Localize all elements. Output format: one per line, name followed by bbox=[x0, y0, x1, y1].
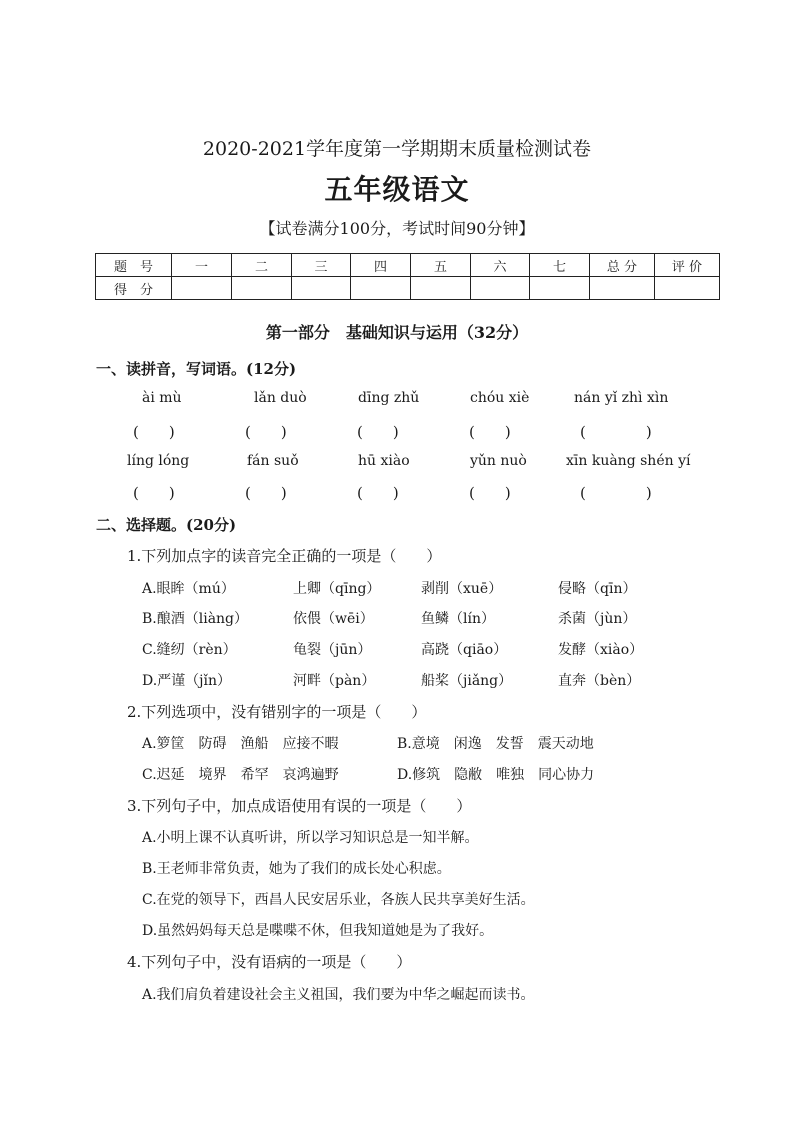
answer-bracket[interactable]: ( ) bbox=[580, 423, 652, 441]
answer-bracket[interactable]: ( ) bbox=[357, 484, 399, 502]
part-title: 第一部分 基础知识与运用（32分） bbox=[265, 323, 529, 342]
score-table-score-row bbox=[96, 277, 720, 300]
question-stem: 1.下列加点字的读音完全正确的一项是（ ） bbox=[127, 547, 442, 565]
pinyin-prompt: ài mù bbox=[142, 390, 182, 406]
answer-bracket[interactable]: ( ) bbox=[357, 423, 399, 441]
pinyin-prompt: fán suǒ bbox=[247, 453, 299, 469]
pinyin-prompt: lǎn duò bbox=[254, 390, 307, 406]
score-blank-cell[interactable] bbox=[411, 277, 471, 300]
choice-option: A.我们肩负着建设社会主义祖国，我们要为中华之崛起而读书。 bbox=[142, 987, 535, 1003]
score-cell: 四 bbox=[351, 254, 411, 277]
choice-option: C.迟延 境界 希罕 哀鸿遍野 bbox=[142, 767, 339, 783]
choice-option: 依偎（wēi） bbox=[293, 611, 374, 627]
score-blank-cell[interactable] bbox=[530, 277, 590, 300]
answer-bracket[interactable]: ( ) bbox=[580, 484, 652, 502]
choice-option: D.虽然妈妈每天总是喋喋不休，但我知道她是为了我好。 bbox=[142, 923, 494, 939]
section-title: 一、读拼音，写词语。(12分) bbox=[96, 360, 297, 378]
pinyin-prompt: líng lóng bbox=[127, 453, 190, 469]
choice-option: B.王老师非常负责，她为了我们的成长处心积虑。 bbox=[142, 861, 451, 877]
choice-option: 龟裂（jūn） bbox=[293, 642, 372, 658]
choice-option: 船桨（jiǎng） bbox=[421, 673, 513, 689]
question-stem: 3.下列句子中，加点成语使用有误的一项是（ ） bbox=[127, 797, 472, 815]
score-blank-cell[interactable] bbox=[351, 277, 411, 300]
score-cell: 五 bbox=[411, 254, 471, 277]
score-cell: 七 bbox=[530, 254, 590, 277]
choice-option: A.小明上课不认真听讲，所以学习知识总是一知半解。 bbox=[142, 830, 479, 846]
choice-option: 上卿（qīng） bbox=[293, 581, 381, 597]
score-table bbox=[95, 253, 720, 300]
question-stem: 2.下列选项中，没有错别字的一项是（ ） bbox=[127, 703, 427, 721]
answer-bracket[interactable]: ( ) bbox=[469, 484, 511, 502]
score-cell: 一 bbox=[172, 254, 232, 277]
score-label-cell: 得 分 bbox=[96, 277, 172, 300]
exam-header-line: 2020-2021学年度第一学期期末质量检测试卷 bbox=[202, 138, 592, 160]
score-blank-cell[interactable] bbox=[471, 277, 530, 300]
choice-option: D.修筑 隐敝 唯独 同心协力 bbox=[397, 767, 595, 783]
score-cell: 题 号 bbox=[96, 254, 172, 277]
score-blank-cell[interactable] bbox=[172, 277, 232, 300]
score-table-header-row bbox=[96, 254, 720, 277]
score-blank-cell[interactable] bbox=[232, 277, 292, 300]
score-cell: 二 bbox=[232, 254, 292, 277]
choice-option: 直奔（bèn） bbox=[558, 673, 641, 689]
choice-option: 侵略（qīn） bbox=[558, 581, 637, 597]
answer-bracket[interactable]: ( ) bbox=[133, 423, 175, 441]
choice-option: 杀菌（jùn） bbox=[558, 611, 637, 627]
score-cell: 评 价 bbox=[655, 254, 720, 277]
choice-option: A.眼眸（mú） bbox=[142, 581, 235, 597]
score-blank-cell[interactable] bbox=[590, 277, 655, 300]
choice-option: D.严谨（jǐn） bbox=[142, 673, 232, 689]
answer-bracket[interactable]: ( ) bbox=[245, 423, 287, 441]
answer-bracket[interactable]: ( ) bbox=[469, 423, 511, 441]
choice-option: 发酵（xiào） bbox=[558, 642, 644, 658]
pinyin-prompt: chóu xiè bbox=[470, 390, 530, 406]
pinyin-prompt: hū xiào bbox=[358, 453, 410, 469]
choice-option: B.意境 闲逸 发誓 震天动地 bbox=[397, 736, 594, 752]
choice-option: 鱼鳞（lín） bbox=[421, 611, 495, 627]
score-blank-cell[interactable] bbox=[292, 277, 351, 300]
score-blank-cell[interactable] bbox=[655, 277, 720, 300]
exam-title: 五年级语文 bbox=[324, 173, 470, 206]
exam-info: 【试卷满分100分，考试时间90分钟】 bbox=[259, 219, 535, 238]
score-cell: 六 bbox=[471, 254, 530, 277]
pinyin-prompt: dīng zhǔ bbox=[358, 390, 420, 406]
question-stem: 4.下列句子中，没有语病的一项是（ ） bbox=[127, 953, 412, 971]
score-cell: 三 bbox=[292, 254, 351, 277]
choice-option: 剥削（xuē） bbox=[421, 581, 503, 597]
choice-option: C.缝纫（rèn） bbox=[142, 642, 237, 658]
answer-bracket[interactable]: ( ) bbox=[245, 484, 287, 502]
answer-bracket[interactable]: ( ) bbox=[133, 484, 175, 502]
pinyin-prompt: nán yǐ zhì xìn bbox=[574, 390, 669, 406]
choice-option: 河畔（pàn） bbox=[293, 673, 376, 689]
pinyin-prompt: yǔn nuò bbox=[470, 453, 527, 469]
pinyin-prompt: xīn kuàng shén yí bbox=[566, 453, 691, 469]
section-title: 二、选择题。(20分) bbox=[96, 516, 237, 534]
choice-option: C.在党的领导下，西昌人民安居乐业，各族人民共享美好生活。 bbox=[142, 892, 535, 908]
score-cell: 总 分 bbox=[590, 254, 655, 277]
choice-option: A.箩筐 防碍 渔船 应接不暇 bbox=[142, 736, 339, 752]
choice-option: B.酿酒（liàng） bbox=[142, 611, 249, 627]
choice-option: 高跷（qiāo） bbox=[421, 642, 508, 658]
